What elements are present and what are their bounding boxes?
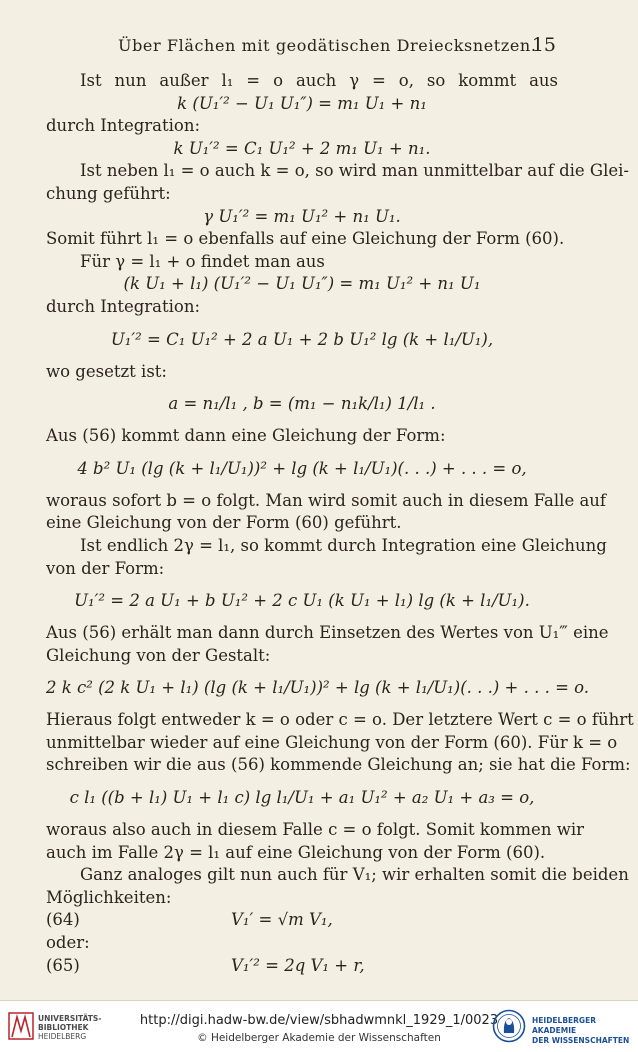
numbered-equation [46,955,558,978]
equation: 4 b² U₁ (lg (k + l₁/U₁))² + lg (k + l₁/U₁)(. . .) + . . . = o, [77,458,527,478]
text-line: chung geführt: [46,183,171,203]
text-line: unmittelbar wieder auf eine Gleichung von der Form (60). Für k = o [46,732,618,752]
equation-expression [106,932,558,955]
text-line: Möglichkeiten: [46,887,172,907]
academy-name-line: HEIDELBERGER AKADEMIE [532,1016,596,1035]
text-line: wo gesetzt ist: [46,361,167,381]
equation-expression: V₁′² = 2q V₁ + r, [231,955,365,975]
equation-label: oder: [46,933,90,953]
text-line: woraus also auch in diesem Falle c = o folgt. Somit kommen wir [46,820,584,840]
library-name-line: HEIDELBERG [38,1032,87,1041]
text-line: Ist neben l₁ = o auch k = o, so wird man unmittelbar auf die Glei- [80,161,629,181]
academy-seal-icon [492,1009,526,1043]
body-text [46,70,634,977]
text-line: durch Integration: [46,296,201,316]
running-title: Über Flächen mit geodätischen Dreiecksnetzen. [118,36,537,55]
equation-label: (64) [46,910,80,930]
equation: 2 k c² (2 k U₁ + l₁) (lg (k + l₁/U₁))² + lg (k + l₁/U₁)(. . .) + . . . = o. [46,678,590,698]
numbered-equation [46,909,558,932]
library-name-line: BIBLIOTHEK [38,1023,89,1032]
equation: a = n₁/l₁ , b = (m₁ − n₁k/l₁) 1/l₁ . [168,394,436,414]
text-line: Ist endlich 2γ = l₁, so kommt durch Integration eine Gleichung [80,535,607,555]
text-line: schreiben wir die aus (56) kommende Gleichung an; sie hat die Form: [46,755,631,775]
equation: k U₁′² = C₁ U₁² + 2 m₁ U₁ + n₁. [173,138,431,158]
text-line: von der Form: [46,558,165,578]
page-number: 15 [531,34,556,56]
text-line: woraus sofort b = o folgt. Man wird somit auch in diesem Falle auf [46,490,607,510]
text-line: durch Integration: [46,116,201,136]
page-header [0,36,638,58]
equation: U₁′² = C₁ U₁² + 2 a U₁ + 2 b U₁² lg (k + l₁/U₁), [110,329,494,349]
equation: k (U₁′² − U₁ U₁″) = m₁ U₁ + n₁ [177,93,427,113]
viewer-footer [0,1000,638,1052]
equation: (k U₁ + l₁) (U₁′² − U₁ U₁″) = m₁ U₁² + n₁ U₁ [123,274,481,294]
text-line: Hieraus folgt entweder k = o oder c = o. Der letztere Wert c = o führt [46,710,634,730]
equation: U₁′² = 2 a U₁ + b U₁² + 2 c U₁ (k U₁ + l₁) lg (k + l₁/U₁). [74,591,530,611]
text-line: Ist nun außer l₁ = o auch γ = o, so kommt aus [80,71,558,90]
text-line: Gleichung von der Gestalt: [46,645,271,665]
text-line: Für γ = l₁ + o findet man aus [80,251,325,271]
text-line: Aus (56) kommt dann eine Gleichung der Form: [46,426,446,446]
equation-label: (65) [46,955,80,975]
equation: c l₁ ((b + l₁) U₁ + l₁ c) lg l₁/U₁ + a₁ U₁² + a₂ U₁ + a₃ = o, [69,788,535,808]
equation: γ U₁′² = m₁ U₁² + n₁ U₁. [203,206,401,226]
library-name-line: UNIVERSITÄTS- [38,1014,102,1023]
numbered-equation [46,932,558,955]
text-line: Ganz analoges gilt nun auch für V₁; wir erhalten somit die beiden [80,865,629,885]
text-line: auch im Falle 2γ = l₁ auf eine Gleichung von der Form (60). [46,842,546,862]
permalink-url[interactable]: http://digi.hadw-bw.de/view/sbhadwmnkl_1929_1/0023 [139,1013,499,1028]
equation-expression: V₁′ = √m V₁, [231,910,333,930]
text-line: eine Gleichung von der Form (60) geführt. [46,513,402,533]
copyright-notice: © Heidelberger Akademie der Wissenschaften [197,1032,441,1044]
academy-name-line: DER WISSENSCHAFTEN [532,1036,630,1045]
text-line: Aus (56) erhält man dann durch Einsetzen des Wertes von U₁‴ eine [46,623,609,643]
text-line: Somit führt l₁ = o ebenfalls auf eine Gleichung der Form (60). [46,229,565,249]
academy-name [532,1016,638,1046]
